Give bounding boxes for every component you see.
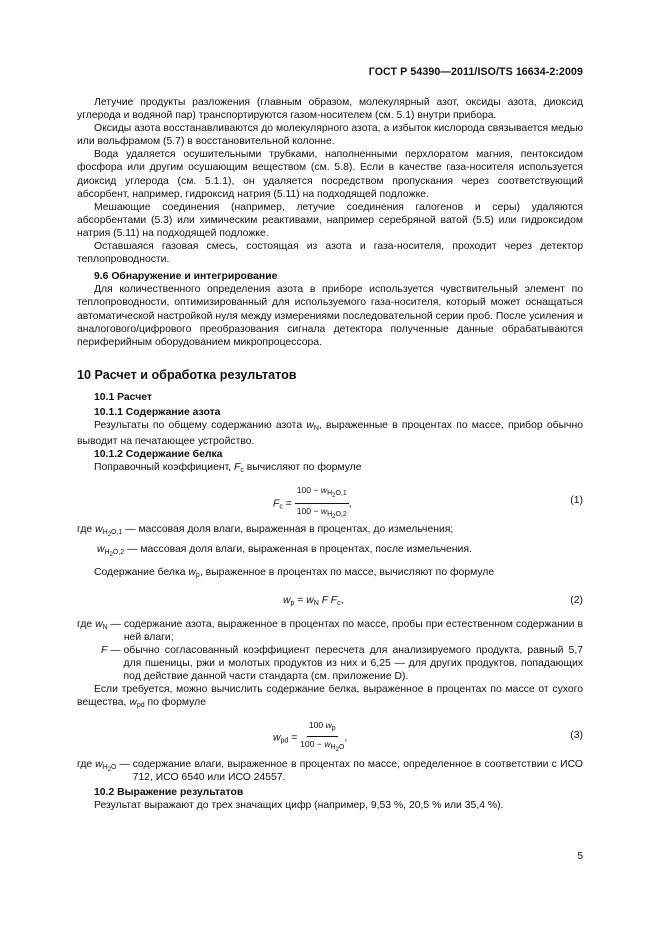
section-9-6-heading: 9.6 Обнаружение и интегрирование <box>94 271 278 283</box>
where-1b: $w_{H_2O,2}$ — массовая доля влаги, выраженная в процентах, после измельчения. <box>97 543 472 558</box>
section-10-2-heading: 10.2 Выражение результатов <box>94 786 244 798</box>
section-10-heading: 10 Расчет и обработка результатов <box>77 367 297 382</box>
paragraph: Результаты по общему содержанию азота $w_N$, выраженные в процентах по массе, прибор обычно выводит на печатающее устройство. <box>77 420 583 448</box>
paragraph: Результат выражают до трех значащих цифр (например, 9,53 %, 20,5 % или 35,4 %). <box>94 799 504 811</box>
section-10-1-heading: 10.1 Расчет <box>94 391 152 403</box>
document-body <box>77 96 583 812</box>
paragraph: Если требуется, можно вычислить содержание белка, выраженное в процентах по массе от сухого вещества, $w_{pd}$ по формуле <box>77 684 583 710</box>
document-header: ГОСТ Р 54390—2011/ISO/TS 16634-2:2009 <box>368 66 583 78</box>
paragraph: Мешающие соединения (например, летучие соединения галогенов и серы) удаляются абсорбентами (5.3) или химическим реактивами, например серебряной ватой (5.5) или гидроксидом натрия (5.11) на подходящей подложке. <box>77 201 583 239</box>
formula-number: (3) <box>570 730 583 742</box>
page-number: 5 <box>577 851 583 862</box>
paragraph: Вода удаляется осушительными трубками, наполненными перхлоратом магния, пентоксидом фосфора или другим осушающим веществом (см. 5.8). Если в качестве газа-носителя используется диоксид углерода (см. 5.1.1), он удаляется посредством пропускания через соответствующий абсорбент, например, гидроксид натрия (5.11) на подходящей подложке. <box>77 149 583 200</box>
section-10-1-2-heading: 10.1.2 Содержание белка <box>94 449 223 461</box>
paragraph: Оставшаяся газовая смесь, состоящая из азота и газа-носителя, проходит через детектор теплопроводности. <box>77 241 583 266</box>
section-10-1-1-heading: 10.1.1 Содержание азота <box>94 406 221 418</box>
where-1a: где $w_{H_2O,1}$ — массовая доля влаги, выраженная в процентах, до измельчения; <box>77 524 454 539</box>
paragraph: Оксиды азота восстанавливаются до молекулярного азота, а избыток кислорода связывается медью или вольфрамом (5.7) в восстановительной колонне. <box>77 123 583 148</box>
formula-2: $w_p = w_N$ F $F_c$, (2) <box>283 594 583 607</box>
paragraph: Летучие продукты разложения (главным образом, молекулярный азот, оксиды азота, диоксид углерода и водяной пар) транспортируются газом-носителем (см. 5.1) внутри прибора. <box>77 97 583 122</box>
where-2-n: где $w_N$ — содержание азота, выраженное в процентах по массе, пробы при естественном содержании в ней влаги; <box>77 618 583 643</box>
formula-number: (2) <box>570 594 583 606</box>
paragraph: Содержание белка $w_p$, выраженное в процентах по массе, вычисляют по формуле <box>94 566 495 579</box>
paragraph: Для количественного определения азота в приборе используется чувствительный элемент по теплопроводности, оптимизированный для используемого газа-носителя, который может оснащаться автоматической настройкой нуля между измерениями последовательной серии проб. После усиления и аналогового/цифрового преобразования сигнала детектора полученные данные обрабатываются периферийным оборудованием микропроцессора. <box>77 284 583 348</box>
where-3: где $w_{H_2O}$ — содержание влаги, выраженное в процентах по массе, определенное в соответствии с ИСО 712, ИСО 6540 или ИСО 24557. <box>77 759 583 784</box>
formula-1: $F_c$ = $\frac{100 - w_{H_2O,1}}{100 - w_{H_2O,2}}$ , (1) <box>273 485 583 521</box>
formula-number: (1) <box>570 495 583 507</box>
paragraph: Поправочный коэффициент, $F_c$ вычисляют по формуле <box>94 462 362 475</box>
formula-3: $w_{pd}$ = $\frac{100 w_p}{100 - w_{H_2O}}$ , (3) <box>273 720 583 754</box>
where-2-f: F — обычно согласованный коэффициент пересчета для анализируемого продукта, равный 5,7 для пшеницы, ржи и молотых продуктов из них и 6,25 — для других продуктов, попадающих под действие данной части стандарта (см. приложение D). <box>101 644 583 683</box>
